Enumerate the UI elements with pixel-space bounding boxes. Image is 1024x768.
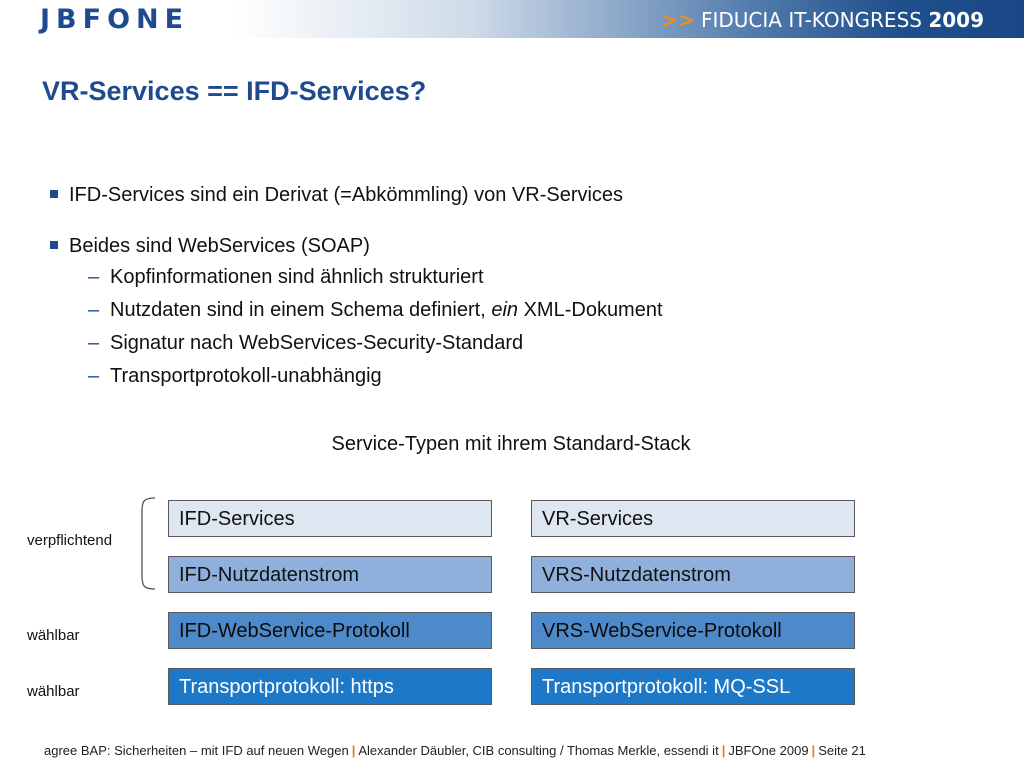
label-waehlbar: wählbar (27, 683, 80, 700)
sub-bullet-text-end: XML-Dokument (518, 299, 663, 321)
dash-bullet-icon: – (88, 299, 100, 321)
ifd-nutzdatenstrom-box: IFD-Nutzdatenstrom (168, 556, 492, 593)
slide-footer (44, 743, 866, 758)
label-verpflichtend: verpflichtend (27, 532, 113, 549)
sub-bullet-item (88, 365, 382, 388)
sub-bullet-item (88, 299, 663, 322)
footer-separator: | (351, 743, 356, 758)
sub-bullet-item (88, 266, 484, 289)
jbfone-logo: JBFONE (40, 4, 190, 35)
dash-bullet-icon: – (88, 332, 100, 354)
congress-name: FIDUCIA IT-KONGRESS (700, 8, 922, 32)
sub-bullet-text: Nutzdaten sind in einem Schema definiert, (110, 299, 492, 321)
label-waehlbar: wählbar (27, 627, 80, 644)
brace-icon (136, 497, 156, 590)
stack-heading-text: Service-Typen mit ihrem Standard-Stack (331, 433, 691, 455)
bullet-text: Beides sind WebServices (SOAP) (69, 235, 370, 257)
congress-banner (661, 5, 984, 35)
sub-bullet-emphasis: ein (491, 299, 519, 321)
square-bullet-icon (50, 190, 58, 198)
square-bullet-icon (50, 241, 58, 249)
slide-title: VR-Services == IFD-Services? (42, 76, 427, 106)
footer-event: JBFOne 2009 (728, 743, 809, 758)
vrs-transportprotokoll-box: Transportprotokoll: MQ-SSL (531, 668, 855, 705)
footer-authors: Alexander Däubler, CIB consulting / Thomas Merkle, essendi it (358, 743, 719, 758)
dash-bullet-icon: – (88, 266, 100, 288)
bullet-item (50, 184, 623, 207)
vrs-webservice-protokoll-box: VRS-WebService-Protokoll (531, 612, 855, 649)
sub-bullet-text: Signatur nach WebServices-Security-Standard (110, 332, 524, 354)
sub-bullet-item (88, 332, 523, 355)
bullet-text: IFD-Services sind ein Derivat (=Abkömmling) von VR-Services (69, 184, 624, 206)
vrs-nutzdatenstrom-box: VRS-Nutzdatenstrom (531, 556, 855, 593)
congress-year: 2009 (928, 8, 984, 32)
footer-talk-title: agree BAP: Sicherheiten – mit IFD auf neuen Wegen (44, 743, 349, 758)
vr-services-box: VR-Services (531, 500, 855, 537)
ifd-services-box: IFD-Services (168, 500, 492, 537)
bullet-item (50, 235, 370, 258)
ifd-webservice-protokoll-box: IFD-WebService-Protokoll (168, 612, 492, 649)
ifd-transportprotokoll-box: Transportprotokoll: https (168, 668, 492, 705)
stack-heading (0, 433, 1024, 456)
footer-page-number: Seite 21 (818, 743, 866, 758)
dash-bullet-icon: – (88, 365, 100, 387)
sub-bullet-text: Kopfinformationen sind ähnlich strukturiert (110, 266, 484, 288)
footer-separator: | (811, 743, 816, 758)
footer-separator: | (721, 743, 726, 758)
double-chevron-icon: >> (661, 8, 695, 32)
sub-bullet-text: Transportprotokoll-unabhängig (110, 365, 382, 387)
